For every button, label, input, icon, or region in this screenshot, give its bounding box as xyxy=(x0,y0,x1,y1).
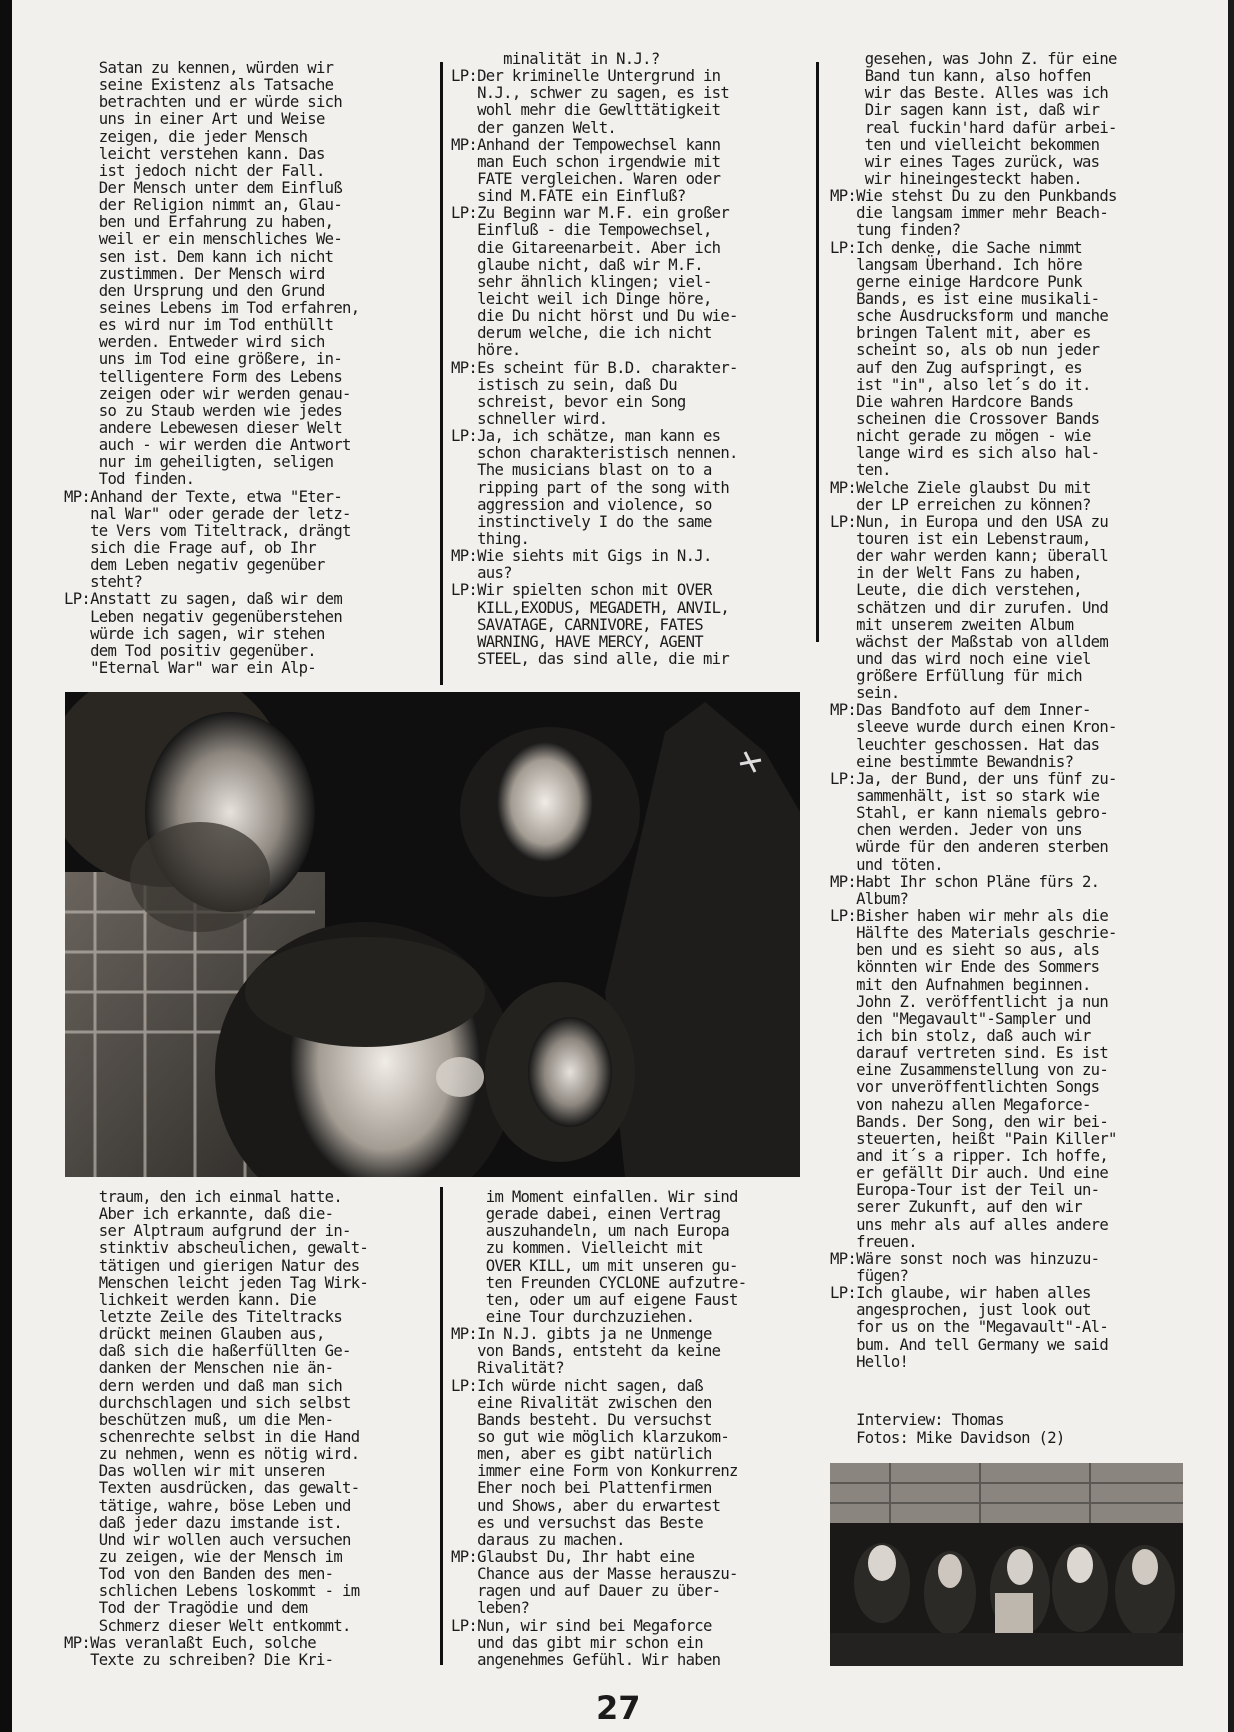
text-line: LP:Ja, der Bund, der uns fünf zu- xyxy=(830,769,1117,788)
text-line: es wird nur im Tod enthüllt xyxy=(64,316,334,335)
text-line: wächst der Maßstab von alldem xyxy=(830,632,1109,651)
text-line: chen werden. Jeder von uns xyxy=(830,821,1082,840)
text-line: uns mehr als auf alles andere xyxy=(830,1215,1109,1234)
text-line: lichkeit werden kann. Die xyxy=(64,1290,316,1309)
text-line: schätzen und dir zurufen. Und xyxy=(830,598,1109,617)
text-line: wohl mehr die Gewlttätigkeit xyxy=(451,101,721,120)
column-rule-top-left xyxy=(440,62,443,685)
band-photo-small xyxy=(830,1463,1183,1666)
column-1-bottom xyxy=(64,1189,368,1669)
text-line: sind M.FATE ein Einfluß? xyxy=(451,187,686,206)
text-line: nur im geheiligten, seligen xyxy=(64,453,334,472)
text-line: daraus zu machen. xyxy=(451,1530,625,1549)
text-line: Und wir wollen auch versuchen xyxy=(64,1530,351,1549)
text-line: MP:Wie siehts mit Gigs in N.J. xyxy=(451,547,712,566)
text-line: angesprochen, just look out xyxy=(830,1301,1091,1320)
text-line: immer eine Form von Konkurrenz xyxy=(451,1462,738,1481)
text-line: MP:In N.J. gibts ja ne Unmenge xyxy=(451,1325,712,1344)
text-line: eine Zusammenstellung von zu- xyxy=(830,1061,1109,1080)
text-line: LP:Ich denke, die Sache nimmt xyxy=(830,238,1082,257)
text-line: minalität in N.J.? xyxy=(451,50,660,68)
text-line: for us on the "Megavault"-Al- xyxy=(830,1318,1109,1337)
text-line: schon charakteristisch nennen. xyxy=(451,444,738,463)
text-line: leuchter geschossen. Hat das xyxy=(830,735,1100,754)
text-line: auch - wir werden die Antwort xyxy=(64,436,351,455)
text-line: wir das Beste. Alles was ich xyxy=(830,84,1109,103)
text-line: FATE vergleichen. Waren oder xyxy=(451,169,721,188)
text-line: Texten ausdrücken, das gewalt- xyxy=(64,1479,360,1498)
text-line: zeigen oder wir werden genau- xyxy=(64,384,351,403)
text-line: Leben negativ gegenüberstehen xyxy=(64,607,343,626)
text-line: ragen und auf Dauer zu über- xyxy=(451,1582,721,1601)
text-line: zeigen, die jeder Mensch xyxy=(64,127,308,146)
text-line: schneller wird. xyxy=(451,409,608,428)
text-line: nal War" oder gerade der letz- xyxy=(64,504,351,523)
text-line: drückt meinen Glauben aus, xyxy=(64,1325,325,1344)
text-line: LP:Zu Beginn war M.F. ein großer xyxy=(451,204,730,223)
text-line: OVER KILL, um mit unseren gu- xyxy=(451,1256,738,1275)
text-line: zu kommen. Vielleicht mit xyxy=(451,1239,703,1258)
text-line: instinctively I do the same xyxy=(451,512,712,531)
text-line: zu nehmen, wenn es nötig wird. xyxy=(64,1445,360,1464)
text-line: Tod von den Banden des men- xyxy=(64,1565,334,1584)
page-left-edge xyxy=(0,0,12,1732)
column-1-top xyxy=(64,60,359,677)
page-number: 27 xyxy=(596,1689,641,1727)
text-line: LP:Bisher haben wir mehr als die xyxy=(830,907,1109,926)
text-line: seines Lebens im Tod erfahren, xyxy=(64,298,360,317)
text-line: tätigen und gierigen Natur des xyxy=(64,1256,360,1275)
text-line: derum welche, die ich nicht xyxy=(451,324,712,343)
column-2-bottom xyxy=(451,1189,746,1669)
text-line: LP:Ich glaube, wir haben alles xyxy=(830,1284,1091,1303)
text-line: MP:Wie stehst Du zu den Punkbands xyxy=(830,187,1117,206)
text-line: touren ist ein Lebenstraum, xyxy=(830,529,1091,548)
text-line: der LP erreichen zu können? xyxy=(830,495,1091,514)
text-line: Hello! xyxy=(830,1352,909,1371)
text-line: betrachten und er würde sich xyxy=(64,93,343,112)
text-line: sammenhält, ist so stark wie xyxy=(830,787,1100,806)
text-line: scheint so, als ob nun jeder xyxy=(830,341,1100,360)
text-line: LP:Nun, wir sind bei Megaforce xyxy=(451,1616,712,1635)
text-line: LP:Nun, in Europa und den USA zu xyxy=(830,512,1109,531)
text-line: LP:Der kriminelle Untergrund in xyxy=(451,67,721,86)
text-line: Album? xyxy=(830,889,909,908)
text-line: and it´s a ripper. Ich hoffe, xyxy=(830,1147,1109,1165)
column-rule-bottom-left xyxy=(440,1187,443,1665)
text-line: MP:Es scheint für B.D. charakter- xyxy=(451,358,738,377)
text-line: Leute, die dich verstehen, xyxy=(830,581,1082,600)
text-line: aus? xyxy=(451,564,512,583)
text-line: stinktiv abscheulichen, gewalt- xyxy=(64,1239,369,1258)
text-line: telligentere Form des Lebens xyxy=(64,367,343,386)
text-line: höre. xyxy=(451,341,521,360)
text-line: den "Megavault"-Sampler und xyxy=(830,1009,1091,1028)
photo-credit: Fotos: Mike Davidson (2) xyxy=(830,1429,1065,1447)
text-line: sehr ähnlich klingen; viel- xyxy=(451,272,712,291)
text-line: traum, den ich einmal hatte. xyxy=(64,1188,343,1206)
text-line: MP:Anhand der Tempowechsel kann xyxy=(451,135,721,154)
text-line: LP:Wir spielten schon mit OVER xyxy=(451,581,712,600)
text-line: leben? xyxy=(451,1599,530,1618)
band-photo-large-image xyxy=(65,692,800,1177)
text-line: daß jeder dazu imstande ist. xyxy=(64,1513,343,1532)
text-line: angenehmes Gefühl. Wir haben xyxy=(451,1650,721,1669)
text-line: Hälfte des Materials geschrie- xyxy=(830,924,1117,943)
text-line: aggression and violence, so xyxy=(451,495,712,514)
text-line: der ganzen Welt. xyxy=(451,118,617,137)
text-line: MP:Anhand der Texte, etwa "Eter- xyxy=(64,487,343,506)
text-line: eine bestimmte Bewandnis? xyxy=(830,752,1074,771)
text-line: Tod finden. xyxy=(64,470,195,489)
text-line: würde ich sagen, wir stehen xyxy=(64,624,325,643)
text-line: leicht weil ich Dinge höre, xyxy=(451,289,712,308)
text-line: ripping part of the song with xyxy=(451,478,730,497)
text-line: glaube nicht, daß wir M.F. xyxy=(451,255,703,274)
text-line: von Bands, entsteht da keine xyxy=(451,1342,721,1361)
text-line: so gut wie möglich klarzukom- xyxy=(451,1427,730,1446)
text-line: STEEL, das sind alle, die mir xyxy=(451,649,730,668)
text-line: Chance aus der Masse herauszu- xyxy=(451,1565,738,1584)
text-line: sen ist. Dem kann ich nicht xyxy=(64,247,334,266)
column-2-top xyxy=(451,51,738,668)
text-line: men, aber es gibt natürlich xyxy=(451,1445,712,1464)
band-photo-small-image xyxy=(830,1463,1183,1666)
text-line: ich bin stolz, daß auch wir xyxy=(830,1027,1091,1046)
text-line: Menschen leicht jeden Tag Wirk- xyxy=(64,1273,369,1292)
text-line: danken der Menschen nie än- xyxy=(64,1359,334,1378)
text-line: mit unserem zweiten Album xyxy=(830,615,1074,634)
text-line: der Religion nimmt an, Glau- xyxy=(64,196,343,215)
text-line: Schmerz dieser Welt entkommt. xyxy=(64,1616,351,1635)
text-line: die Gitareenarbeit. Aber ich xyxy=(451,238,721,257)
text-line: von nahezu allen Megaforce- xyxy=(830,1095,1091,1114)
text-line: Stahl, er kann niemals gebro- xyxy=(830,804,1109,823)
text-line: Band tun kann, also hoffen xyxy=(830,67,1091,86)
text-line: Das wollen wir mit unseren xyxy=(64,1462,325,1481)
text-line: durchschlagen und sich selbst xyxy=(64,1393,351,1412)
text-line: Rivalität? xyxy=(451,1359,564,1378)
text-line: Bands besteht. Du versuchst xyxy=(451,1410,712,1429)
text-line: eine Tour durchzuziehen. xyxy=(451,1307,695,1326)
text-line: sich die Frage auf, ob Ihr xyxy=(64,538,316,557)
text-line: MP:Habt Ihr schon Pläne fürs 2. xyxy=(830,872,1100,891)
text-line: lange wird es sich also hal- xyxy=(830,444,1100,463)
text-line: andere Lebewesen dieser Welt xyxy=(64,418,343,437)
text-line: fügen? xyxy=(830,1266,909,1285)
text-line: im Moment einfallen. Wir sind xyxy=(451,1188,738,1206)
text-line: Bands, es ist eine musikali- xyxy=(830,289,1100,308)
text-line: Eher noch bei Plattenfirmen xyxy=(451,1479,712,1498)
text-line: die langsam immer mehr Beach- xyxy=(830,204,1109,223)
text-line: sein. xyxy=(830,684,900,703)
page-right-edge xyxy=(1228,0,1234,1732)
text-line: istisch zu sein, daß Du xyxy=(451,375,677,394)
text-line: sche Ausdrucksform und manche xyxy=(830,307,1109,326)
text-line: freuen. xyxy=(830,1232,917,1251)
text-line: nicht gerade zu mögen - wie xyxy=(830,427,1091,446)
text-line: dem Tod positiv gegenüber. xyxy=(64,641,316,660)
text-line: thing. xyxy=(451,529,530,548)
text-line: "Eternal War" war ein Alp- xyxy=(64,658,316,677)
text-line: der wahr werden kann; überall xyxy=(830,547,1109,566)
text-line: Dir sagen kann ist, daß wir xyxy=(830,101,1100,120)
text-line: MP:Was veranlaßt Euch, solche xyxy=(64,1633,316,1652)
text-line: gerne einige Hardcore Punk xyxy=(830,272,1082,291)
band-photo-large xyxy=(65,692,800,1177)
text-line: in der Welt Fans zu haben, xyxy=(830,564,1082,583)
text-line: scheinen die Crossover Bands xyxy=(830,409,1100,428)
text-line: und das wird noch eine viel xyxy=(830,649,1091,668)
text-line: Der Mensch unter dem Einfluß xyxy=(64,178,343,197)
text-line: ten. xyxy=(830,461,891,480)
text-line: werden. Entweder wird sich xyxy=(64,333,325,352)
text-line: bum. And tell Germany we said xyxy=(830,1335,1109,1354)
text-line: dem Leben negativ gegenüber xyxy=(64,556,325,575)
text-line: weil er ein menschliches We- xyxy=(64,230,343,249)
text-line: gesehen, was John Z. für eine xyxy=(830,50,1117,68)
text-line: ser Alptraum aufgrund der in- xyxy=(64,1222,351,1241)
text-line: bringen Talent mit, aber es xyxy=(830,324,1091,343)
text-line: den Ursprung und den Grund xyxy=(64,281,325,300)
text-line: wir eines Tages zurück, was xyxy=(830,152,1100,171)
text-line: schreist, bevor ein Song xyxy=(451,392,686,411)
text-line: schenrechte selbst in die Hand xyxy=(64,1427,360,1446)
text-line: Satan zu kennen, würden wir xyxy=(64,59,334,77)
text-line: steuerten, heißt "Pain Killer" xyxy=(830,1129,1117,1148)
text-line: MP:Welche Ziele glaubst Du mit xyxy=(830,478,1091,497)
text-line: darauf vertreten sind. Es ist xyxy=(830,1044,1109,1063)
text-line: vor unveröffentlichten Songs xyxy=(830,1078,1100,1097)
text-line: N.J., schwer zu sagen, es ist xyxy=(451,84,730,103)
text-line: auszuhandeln, um nach Europa xyxy=(451,1222,730,1241)
text-line: gerade dabei, einen Vertrag xyxy=(451,1205,721,1224)
text-line: letzte Zeile des Titeltracks xyxy=(64,1307,343,1326)
text-line: MP:Das Bandfoto auf dem Inner- xyxy=(830,701,1091,720)
text-line: ben und Erfahrung zu haben, xyxy=(64,213,334,232)
text-line: tung finden? xyxy=(830,221,961,240)
text-line: LP:Ich würde nicht sagen, daß xyxy=(451,1376,703,1395)
text-line: zu zeigen, wie der Mensch im xyxy=(64,1547,343,1566)
text-line: und töten. xyxy=(830,855,943,874)
text-line: es und versuchst das Beste xyxy=(451,1513,703,1532)
text-line: leicht verstehen kann. Das xyxy=(64,144,325,163)
text-line: The musicians blast on to a xyxy=(451,461,712,480)
text-line: Die wahren Hardcore Bands xyxy=(830,392,1074,411)
text-line: John Z. veröffentlicht ja nun xyxy=(830,992,1109,1011)
text-line: ten Freunden CYCLONE aufzutre- xyxy=(451,1273,747,1292)
text-line: mit den Aufnahmen beginnen. xyxy=(830,975,1091,994)
text-line: real fuckin'hard dafür arbei- xyxy=(830,118,1117,137)
text-line: ten, oder um auf eigene Faust xyxy=(451,1290,738,1309)
text-line: uns im Tod eine größere, in- xyxy=(64,350,343,369)
text-line: daß sich die haßerfüllten Ge- xyxy=(64,1342,351,1361)
text-line: Bands. Der Song, den wir bei- xyxy=(830,1112,1109,1131)
text-line: ben und es sieht so aus, als xyxy=(830,941,1100,960)
text-line: so zu Staub werden wie jedes xyxy=(64,401,343,420)
text-line: auf den Zug aufspringt, es xyxy=(830,358,1082,377)
text-line: ten und vielleicht bekommen xyxy=(830,135,1100,154)
text-line: und das gibt mir schon ein xyxy=(451,1633,703,1652)
text-line: er gefällt Dir auch. Und eine xyxy=(830,1164,1109,1183)
text-line: eine Rivalität zwischen den xyxy=(451,1393,712,1412)
text-line: ist jedoch nicht der Fall. xyxy=(64,161,325,180)
interview-credit: Interview: Thomas xyxy=(830,1411,1004,1429)
text-line: zustimmen. Der Mensch wird xyxy=(64,264,325,283)
text-line: sleeve wurde durch einen Kron- xyxy=(830,718,1117,737)
text-line: Tod der Tragödie und dem xyxy=(64,1599,308,1618)
text-line: beschützen muß, um die Men- xyxy=(64,1410,334,1429)
text-line: Einfluß - die Tempowechsel, xyxy=(451,221,712,240)
text-line: die Du nicht hörst und Du wie- xyxy=(451,307,738,326)
text-line: uns in einer Art und Weise xyxy=(64,110,325,129)
text-line: LP:Anstatt zu sagen, daß wir dem xyxy=(64,590,343,609)
text-line: Texte zu schreiben? Die Kri- xyxy=(64,1650,334,1669)
text-line: seine Existenz als Tatsache xyxy=(64,76,334,95)
text-line: KILL,EXODUS, MEGADETH, ANVIL, xyxy=(451,598,730,617)
text-line: dern werden und daß man sich xyxy=(64,1376,343,1395)
text-line: Europa-Tour ist der Teil un- xyxy=(830,1181,1100,1200)
text-line: WARNING, HAVE MERCY, AGENT xyxy=(451,632,703,651)
text-line: wir hineingesteckt haben. xyxy=(830,169,1082,188)
column-3 xyxy=(830,51,1117,1371)
text-line: SAVATAGE, CARNIVORE, FATES xyxy=(451,615,703,634)
text-line: schlichen Lebens loskommt - im xyxy=(64,1582,360,1601)
text-line: LP:Ja, ich schätze, man kann es xyxy=(451,427,721,446)
text-line: langsam Überhand. Ich höre xyxy=(830,255,1082,274)
text-line: Aber ich erkannte, daß die- xyxy=(64,1205,334,1224)
text-line: te Vers vom Titeltrack, drängt xyxy=(64,521,351,540)
text-line: ist "in", also let´s do it. xyxy=(830,375,1091,394)
text-line: würde für den anderen sterben xyxy=(830,838,1109,857)
text-line: größere Erfüllung für mich xyxy=(830,667,1082,686)
text-line: serer Zukunft, auf den wir xyxy=(830,1198,1082,1217)
text-line: und Shows, aber du erwartest xyxy=(451,1496,721,1515)
text-line: tätige, wahre, böse Leben und xyxy=(64,1496,351,1515)
text-line: MP:Glaubst Du, Ihr habt eine xyxy=(451,1547,695,1566)
text-line: MP:Wäre sonst noch was hinzuzu- xyxy=(830,1249,1100,1268)
text-line: steht? xyxy=(64,573,143,592)
text-line: könnten wir Ende des Sommers xyxy=(830,958,1100,977)
text-line: man Euch schon irgendwie mit xyxy=(451,152,721,171)
column-rule-right xyxy=(816,62,819,642)
